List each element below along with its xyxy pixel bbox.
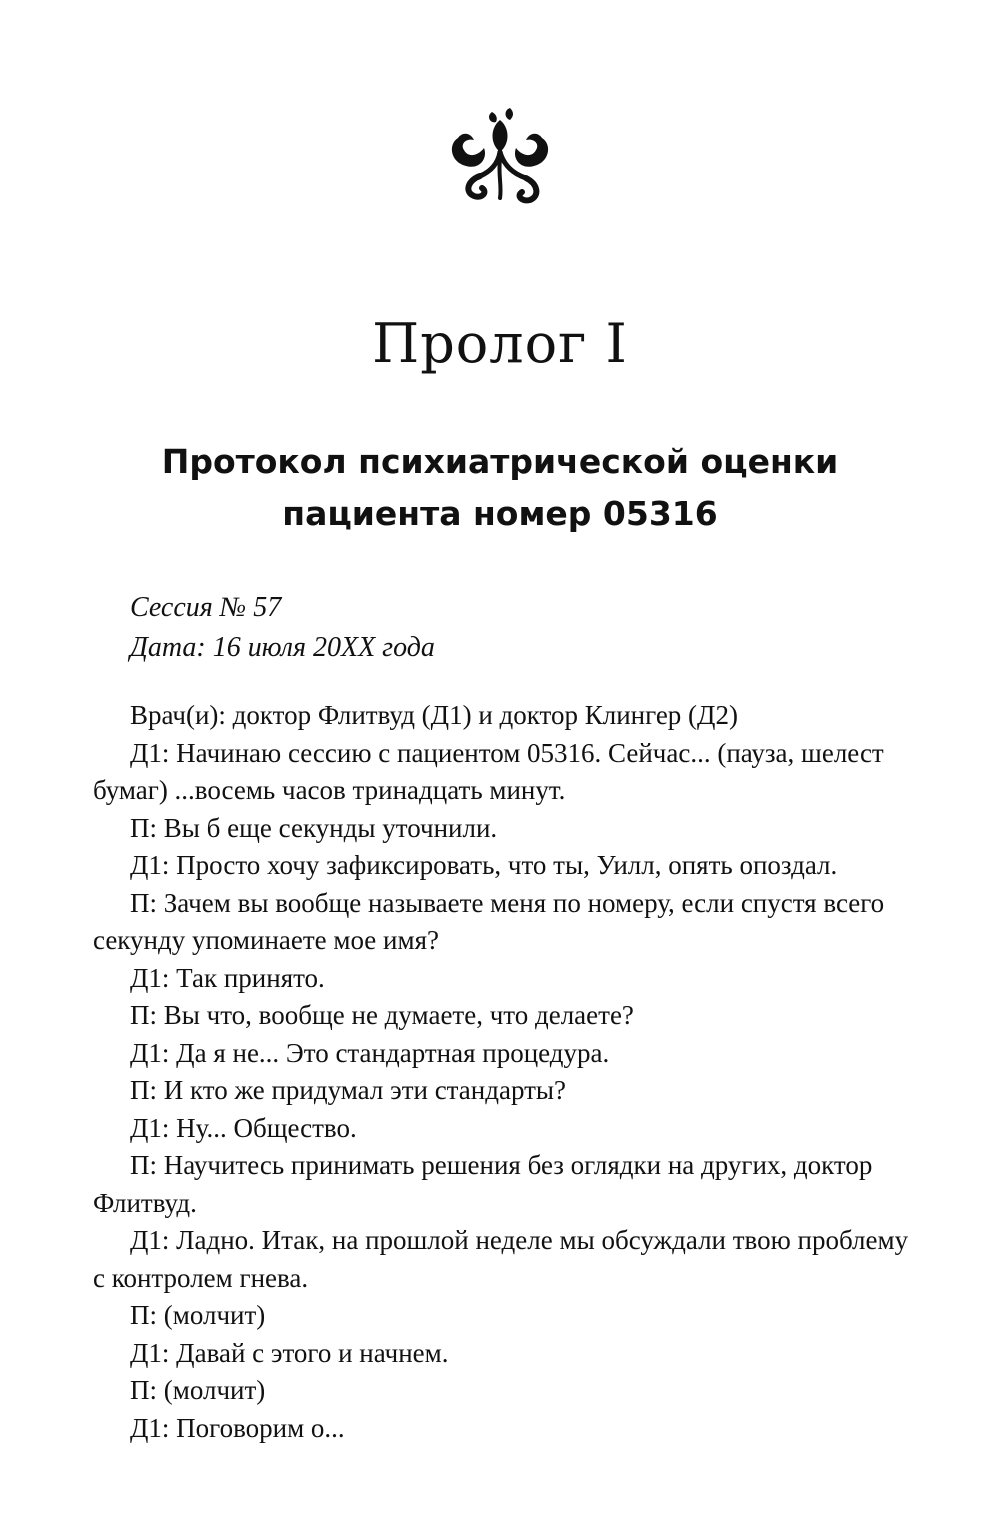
transcript-line: Д1: Поговорим о... <box>130 1412 345 1443</box>
transcript-line: П: Зачем вы вообще называете меня по номеру, если спустя всего секунду упоминаете мое имя? <box>93 887 885 955</box>
transcript-line: Д1: Просто хочу зафиксировать, что ты, Уилл, опять опоздал. <box>130 850 838 880</box>
transcript-line: П: (молчит) <box>130 1375 266 1405</box>
session-number: Сессия № 57 <box>130 592 282 623</box>
transcript-line: П: Вы что, вообще не думаете, что делаете? <box>130 1000 634 1030</box>
transcript-line: Д1: Так принято. <box>130 962 325 993</box>
document-title <box>100 436 900 540</box>
transcript-line: П: И кто же придумал эти стандарты? <box>130 1075 567 1105</box>
document-title-line-1: Протокол психиатрической оценки <box>161 442 839 481</box>
transcript-line: Врач(и): доктор Флитвуд (Д1) и доктор Клингер (Д2) <box>130 700 738 730</box>
document-title-line-2: пациента номер 05316 <box>282 494 718 533</box>
transcript-line: Д1: Давай с этого и начнем. <box>130 1337 449 1368</box>
transcript-line: Д1: Ладно. Итак, на прошлой неделе мы обсуждали твою проблему с контролем гнева. <box>93 1225 909 1293</box>
transcript-line: Д1: Начинаю сессию с пациентом 05316. Сейчас... (пауза, шелест бумаг) ...восемь часов тринадцать минут. <box>93 737 884 805</box>
session-meta <box>130 588 435 668</box>
transcript-line: П: Научитесь принимать решения без оглядки на других, доктор Флитвуд. <box>93 1150 873 1218</box>
transcript-line: Д1: Да я не... Это стандартная процедура. <box>130 1037 610 1068</box>
floral-ornament-icon <box>440 100 560 210</box>
session-date: Дата: 16 июля 20XX года <box>130 632 435 663</box>
chapter-title: Пролог I <box>372 312 628 375</box>
transcript <box>93 697 915 1447</box>
transcript-line: П: Вы б еще секунды уточнили. <box>130 812 498 843</box>
transcript-line: Д1: Ну... Общество. <box>130 1112 357 1143</box>
transcript-line: П: (молчит) <box>130 1300 266 1330</box>
